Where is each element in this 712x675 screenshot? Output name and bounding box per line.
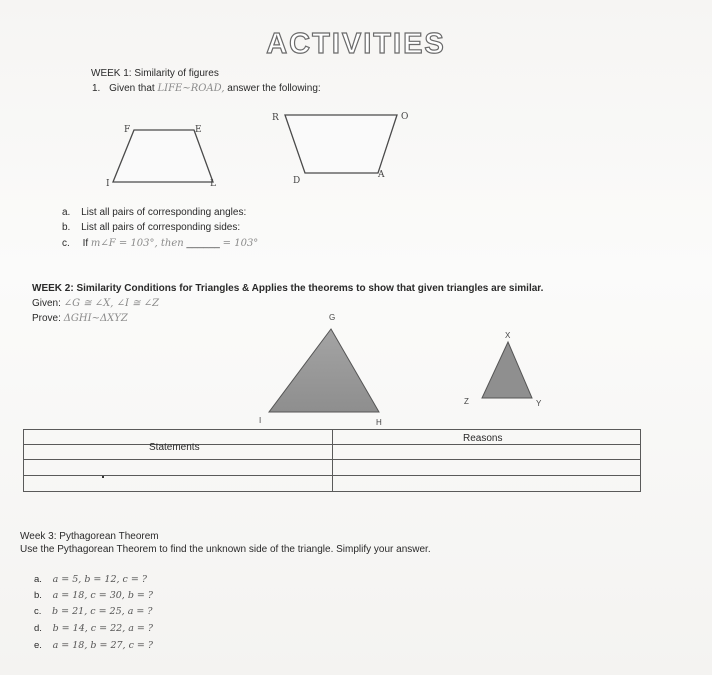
label-triangle-vertex: Y — [536, 399, 542, 408]
label-life-vertex: L — [210, 179, 216, 189]
week1-question-c — [62, 238, 258, 249]
problem-letter: c. — [34, 606, 42, 617]
problem-letter: e. — [34, 640, 42, 651]
label-triangle-vertex: I — [259, 416, 262, 425]
week1-heading: WEEK 1: Similarity of figures — [91, 68, 219, 79]
problem-text: a = 5, b = 12, c = ? — [52, 574, 147, 585]
week3-problem — [34, 623, 153, 634]
table-header-statements: Statements — [149, 442, 200, 453]
label-triangle-vertex: H — [376, 418, 382, 427]
label-triangle-vertex: X — [505, 331, 511, 340]
question-math: m∠F = 103°, then — [90, 238, 184, 249]
given-math: ∠G ≅ ∠X, ∠I ≅ ∠Z — [63, 298, 160, 309]
given-label: Given: — [32, 298, 61, 309]
week1-given-line — [92, 83, 321, 94]
week2-heading: WEEK 2: Similarity Conditions for Triangles & Applies the theorems to show that given triangles are similar. — [32, 283, 544, 294]
answer-blank[interactable]: ______ — [186, 238, 220, 249]
table-border — [640, 429, 641, 492]
problem-text: a = 18, c = 30, b = ? — [52, 590, 153, 601]
week1-item-number: 1. — [92, 83, 101, 94]
week2-prove — [32, 313, 128, 324]
week3-heading: Week 3: Pythagorean Theorem — [20, 531, 159, 542]
figure-road-trapezoid — [272, 105, 425, 190]
question-letter: a. — [62, 207, 71, 218]
problem-letter: a. — [34, 574, 42, 585]
week3-instruction: Use the Pythagorean Theorem to find the unknown side of the triangle. Simplify your answer. — [20, 544, 431, 555]
table-mark — [102, 476, 104, 478]
proof-table — [23, 429, 641, 492]
label-road-vertex: A — [378, 170, 385, 180]
question-suffix: = 103° — [222, 238, 259, 249]
week1-given-prefix: Given that — [109, 83, 155, 94]
week3-problem — [34, 574, 147, 585]
question-letter: c. — [62, 238, 70, 249]
figure-triangle-ghi — [255, 305, 395, 430]
week1-given-math: LIFE~ROAD, — [157, 83, 225, 94]
figure-triangle-xyz — [460, 330, 550, 415]
week3-problem — [34, 590, 153, 601]
label-life-vertex: I — [106, 179, 110, 189]
week1-question-a — [62, 207, 246, 218]
table-header-reasons: Reasons — [463, 433, 503, 444]
question-letter: b. — [62, 222, 71, 233]
label-life-vertex: F — [124, 125, 131, 135]
week1-question-b — [62, 222, 240, 233]
question-prefix: If — [82, 238, 89, 249]
week3-problem — [34, 606, 152, 617]
week1-given-suffix: answer the following: — [227, 83, 321, 94]
question-text: List all pairs of corresponding angles: — [81, 207, 247, 218]
label-triangle-vertex: G — [329, 313, 336, 322]
label-road-vertex: R — [272, 113, 279, 123]
problem-text: b = 14, c = 22, a = ? — [52, 623, 153, 634]
week2-given — [32, 298, 159, 309]
table-border — [23, 429, 24, 492]
prove-label: Prove: — [32, 313, 61, 324]
label-road-vertex: D — [293, 176, 301, 186]
question-text: List all pairs of corresponding sides: — [81, 222, 241, 233]
figure-life-trapezoid — [100, 120, 230, 195]
table-border — [332, 429, 333, 492]
week3-problem — [34, 640, 153, 651]
problem-letter: b. — [34, 590, 42, 601]
problem-letter: d. — [34, 623, 42, 634]
problem-text: a = 18, b = 27, c = ? — [52, 640, 153, 651]
problem-text: b = 21, c = 25, a = ? — [52, 606, 153, 617]
label-triangle-vertex: Z — [464, 397, 469, 406]
prove-math: ΔGHI~ΔXYZ — [63, 313, 128, 324]
label-road-vertex: O — [401, 112, 409, 122]
page-title: ACTIVITIES — [266, 28, 446, 60]
label-life-vertex: E — [195, 125, 202, 135]
